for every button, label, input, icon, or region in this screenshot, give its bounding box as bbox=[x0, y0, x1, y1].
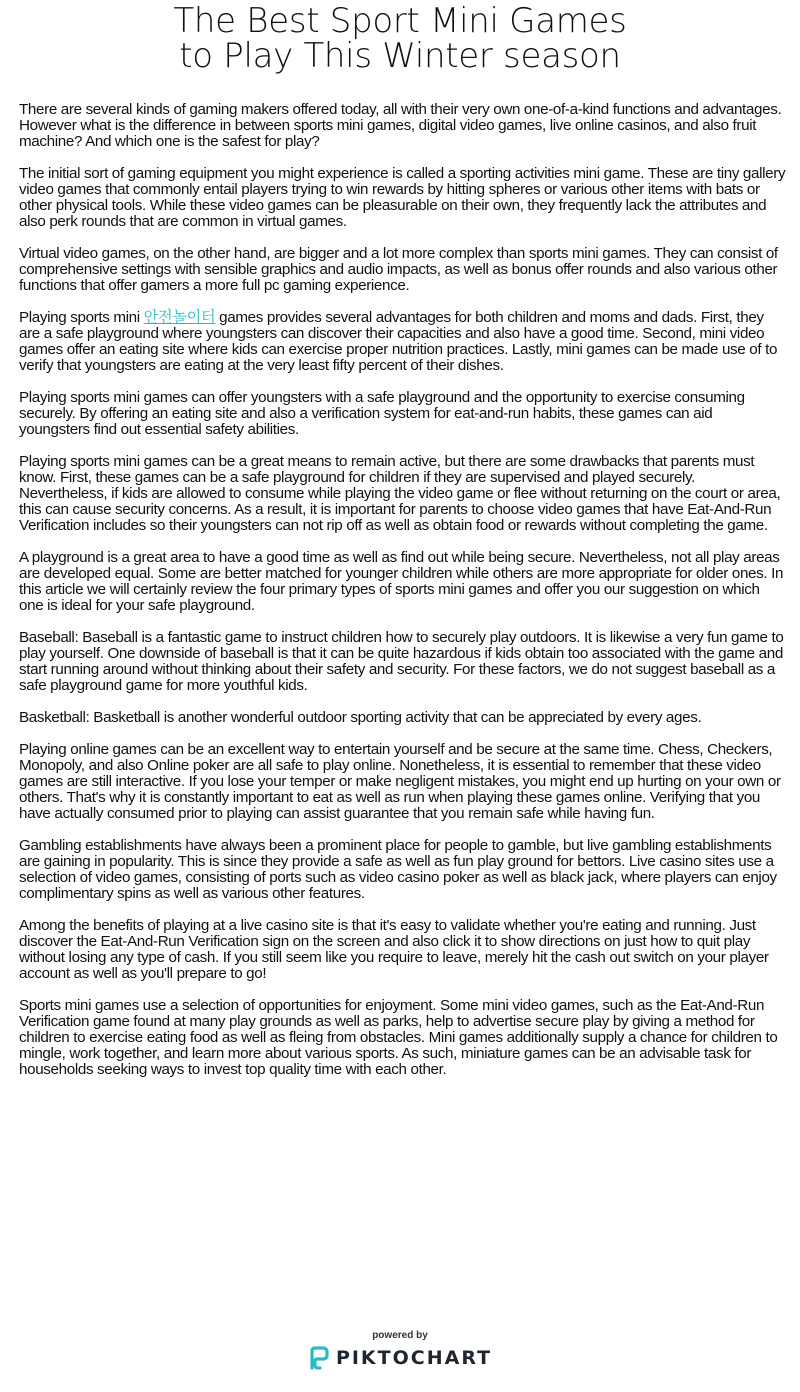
paragraph-gambling: Gambling establishments have always been a prominent place for people to gamble, but live gambling establishments are gaining in popularity. This is since they provide a safe as well as fun play ground for bettors. Live casino sites use a selection of video games, consisting of ports such as video casino poker as well as black jack, where players can enjoy complimentary spins as well as various other features. bbox=[19, 837, 777, 902]
paragraph-playground-types: A playground is a great area to have a good time as well as find out while being secure. Nevertheless, not all play areas are developed equal. Some are better matched for younger children while others are more appropriate for older ones. In this article we will certainly review the four primary types of sports mini games and offer you our suggestion on which one is ideal for your safe playground. bbox=[19, 549, 784, 614]
footer bbox=[0, 1330, 800, 1376]
powered-by-label: powered by bbox=[372, 1330, 428, 1341]
piktochart-brand-link[interactable] bbox=[308, 1345, 492, 1371]
paragraph-advantages-end: games provides several advantages for both children and moms and dads. First, they are a safe playground where youngsters can discover their capacities and also have a good time. Second, mini video games offer an eating site where kids can exercise proper nutrition practices. Lastly, mini games can be made use of to verify that youngsters are eating at the very least fifty percent of their dishes. bbox=[19, 309, 778, 374]
paragraph-online-games: Playing online games can be an excellent way to entertain yourself and be secure at the same time. Chess, Checkers, Monopoly, and also Online poker are all safe to play online. Nonetheless, it is essential to remember that these video games are still interactive. If you lose your temper or make negligent mistakes, you might end up hurting on your own or others. That's why it is constantly important to eat as well as run when playing these games online. Verifying that you have actually consumed prior to playing can assist guarantee that you remain safe while having fun. bbox=[19, 741, 781, 822]
title-line-1: The Best Sport Mini Games bbox=[173, 1, 627, 41]
paragraph-drawbacks: Playing sports mini games can be a great means to remain active, but there are some drawbacks that parents must know. First, these games can be a safe playground for children if they are supervised and played securely. Nevertheless, if kids are allowed to consume while playing the video game or flee without returning on the court or area, this can cause security concerns. As a result, it is important for parents to choose video games that have Eat-And-Run Verification includes so their youngsters can not rip off as well as obtain food or rewards without completing the game. bbox=[19, 453, 781, 534]
paragraph-conclusion: Sports mini games use a selection of opportunities for enjoyment. Some mini video games, such as the Eat-And-Run Verification game found at many play grounds as well as parks, help to advertise secure play by giving a method for children to exercise eating food as well as fleing from obstacles. Mini games additionally supply a chance for children to mingle, work together, and learn more about various sports. As such, miniature games can be an advisable task for households seeking ways to invest top quality time with each other. bbox=[19, 997, 778, 1078]
paragraph-safe-playground: Playing sports mini games can offer youngsters with a safe playground and the opportunity to exercise consuming securely. By offering an eating site and also a verification system for eat-and-run habits, these games can aid youngsters find out essential safety abilities. bbox=[19, 389, 745, 438]
paragraph-advantages-start: Playing sports mini bbox=[19, 309, 144, 326]
piktochart-logo-icon bbox=[308, 1345, 330, 1371]
safe-playground-link[interactable]: 안전놀이터 bbox=[143, 309, 216, 326]
paragraph-sports-mini-game: The initial sort of gaming equipment you might experience is called a sporting activities mini game. These are tiny gallery video games that commonly entail players trying to win rewards by hitting spheres or various other items with bats or other physical tools. While these video games can be pleasurable on their own, they frequently lack the attributes and also perk rounds that are common in virtual games. bbox=[19, 165, 786, 230]
paragraph-intro: There are several kinds of gaming makers offered today, all with their very own one-of-a-kind functions and advantages. However what is the difference in between sports mini games, digital video games, live online casinos, and also fruit machine? And which one is the safest for play? bbox=[19, 101, 782, 150]
title-line-2: to Play This Winter season bbox=[179, 36, 621, 76]
paragraph-advantages bbox=[19, 310, 787, 374]
paragraph-virtual-games: Virtual video games, on the other hand, are bigger and a lot more complex than sports mini games. They can consist of comprehensive settings with sensible graphics and audio impacts, as well as bonus offer rounds and also various other functions that offer gamers a more full pc gaming experience. bbox=[19, 245, 778, 294]
paragraph-basketball: Basketball: Basketball is another wonderful outdoor sporting activity that can be appreciated by every ages. bbox=[19, 709, 702, 726]
paragraph-live-casino: Among the benefits of playing at a live casino site is that it's easy to validate whether you're eating and running. Just discover the Eat-And-Run Verification sign on the screen and also click it to show directions on just how to quit play without losing any type of cash. If you still seem like you require to leave, merely hit the cash out switch on your player account as well as you'll prepare to go! bbox=[19, 917, 769, 982]
page-title bbox=[0, 1, 800, 76]
paragraph-baseball: Baseball: Baseball is a fantastic game to instruct children how to securely play outdoors. It is likewise a very fun game to play yourself. One downside of baseball is that it can be quite hazardous if kids obtain too associated with the game and start running around without thinking about their safety and security. For these factors, we do not suggest baseball as a safe playground game for more youthful kids. bbox=[19, 629, 784, 694]
article-body bbox=[19, 102, 787, 1094]
piktochart-wordmark: PIKTOCHART bbox=[335, 1347, 493, 1369]
